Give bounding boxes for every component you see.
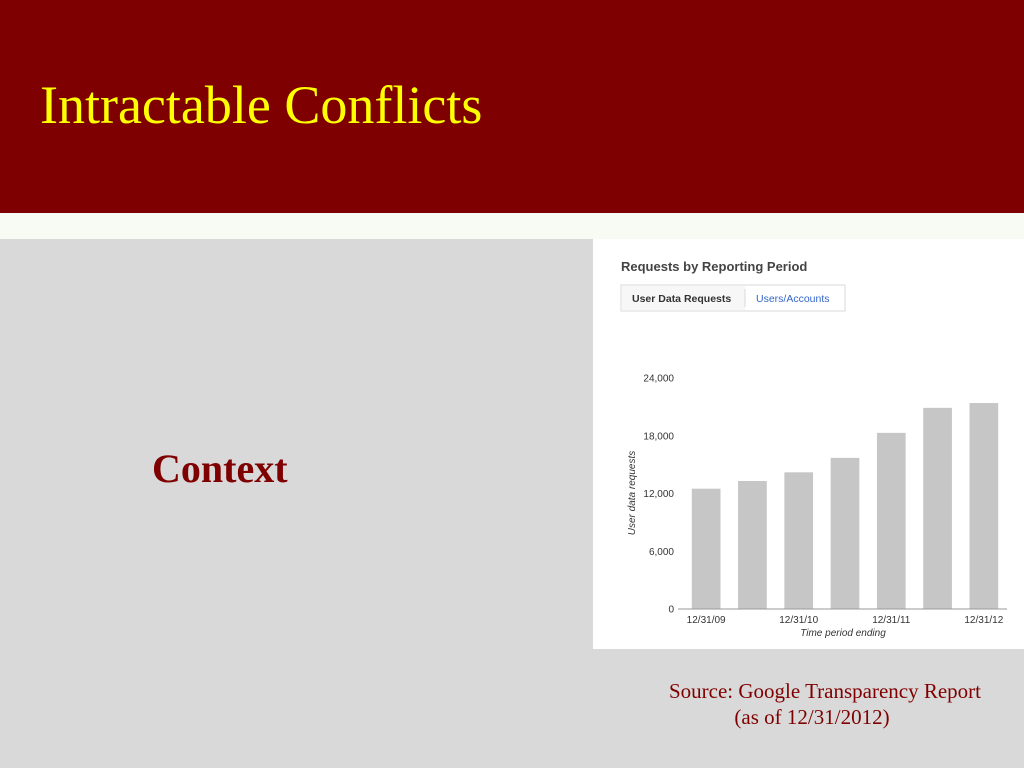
bar (831, 458, 860, 609)
tab-user-data-requests-label: User Data Requests (632, 293, 732, 305)
y-axis-label: User data requests (627, 450, 638, 536)
y-tick-label: 6,000 (648, 546, 674, 558)
x-tick-label: 12/31/10 (779, 615, 819, 626)
title-bar (0, 0, 1024, 213)
source-line-2: (as of 12/31/2012) (734, 705, 890, 729)
bar (692, 489, 721, 609)
chart-heading: Requests by Reporting Period (621, 259, 808, 274)
x-tick-label: 12/31/11 (872, 615, 911, 626)
y-tick-label: 12,000 (643, 489, 674, 500)
chart-panel (593, 239, 1024, 649)
x-tick-label: 12/31/09 (686, 615, 726, 626)
y-axis (643, 374, 674, 616)
y-tick-label: 0 (668, 604, 674, 616)
source-note (600, 678, 1024, 730)
tab-users-accounts-label: Users/Accounts (756, 293, 830, 305)
bar (970, 403, 999, 609)
tab-group (621, 285, 845, 311)
x-axis-label: Time period ending (800, 628, 886, 639)
bars (692, 403, 998, 609)
x-axis (687, 615, 1004, 626)
bar (923, 408, 952, 609)
bar (877, 433, 906, 609)
bar (738, 481, 767, 609)
y-tick-label: 18,000 (643, 431, 674, 443)
source-line-1: Source: Google Transparency Report (668, 679, 982, 703)
bar (784, 472, 813, 609)
bar-chart (593, 239, 1024, 649)
context-label: Context (152, 446, 288, 491)
slide-title: Intractable Conflicts (40, 75, 483, 135)
y-tick-label: 24,000 (643, 373, 674, 385)
x-tick-label: 12/31/12 (964, 615, 1004, 626)
header-divider (0, 213, 1024, 239)
